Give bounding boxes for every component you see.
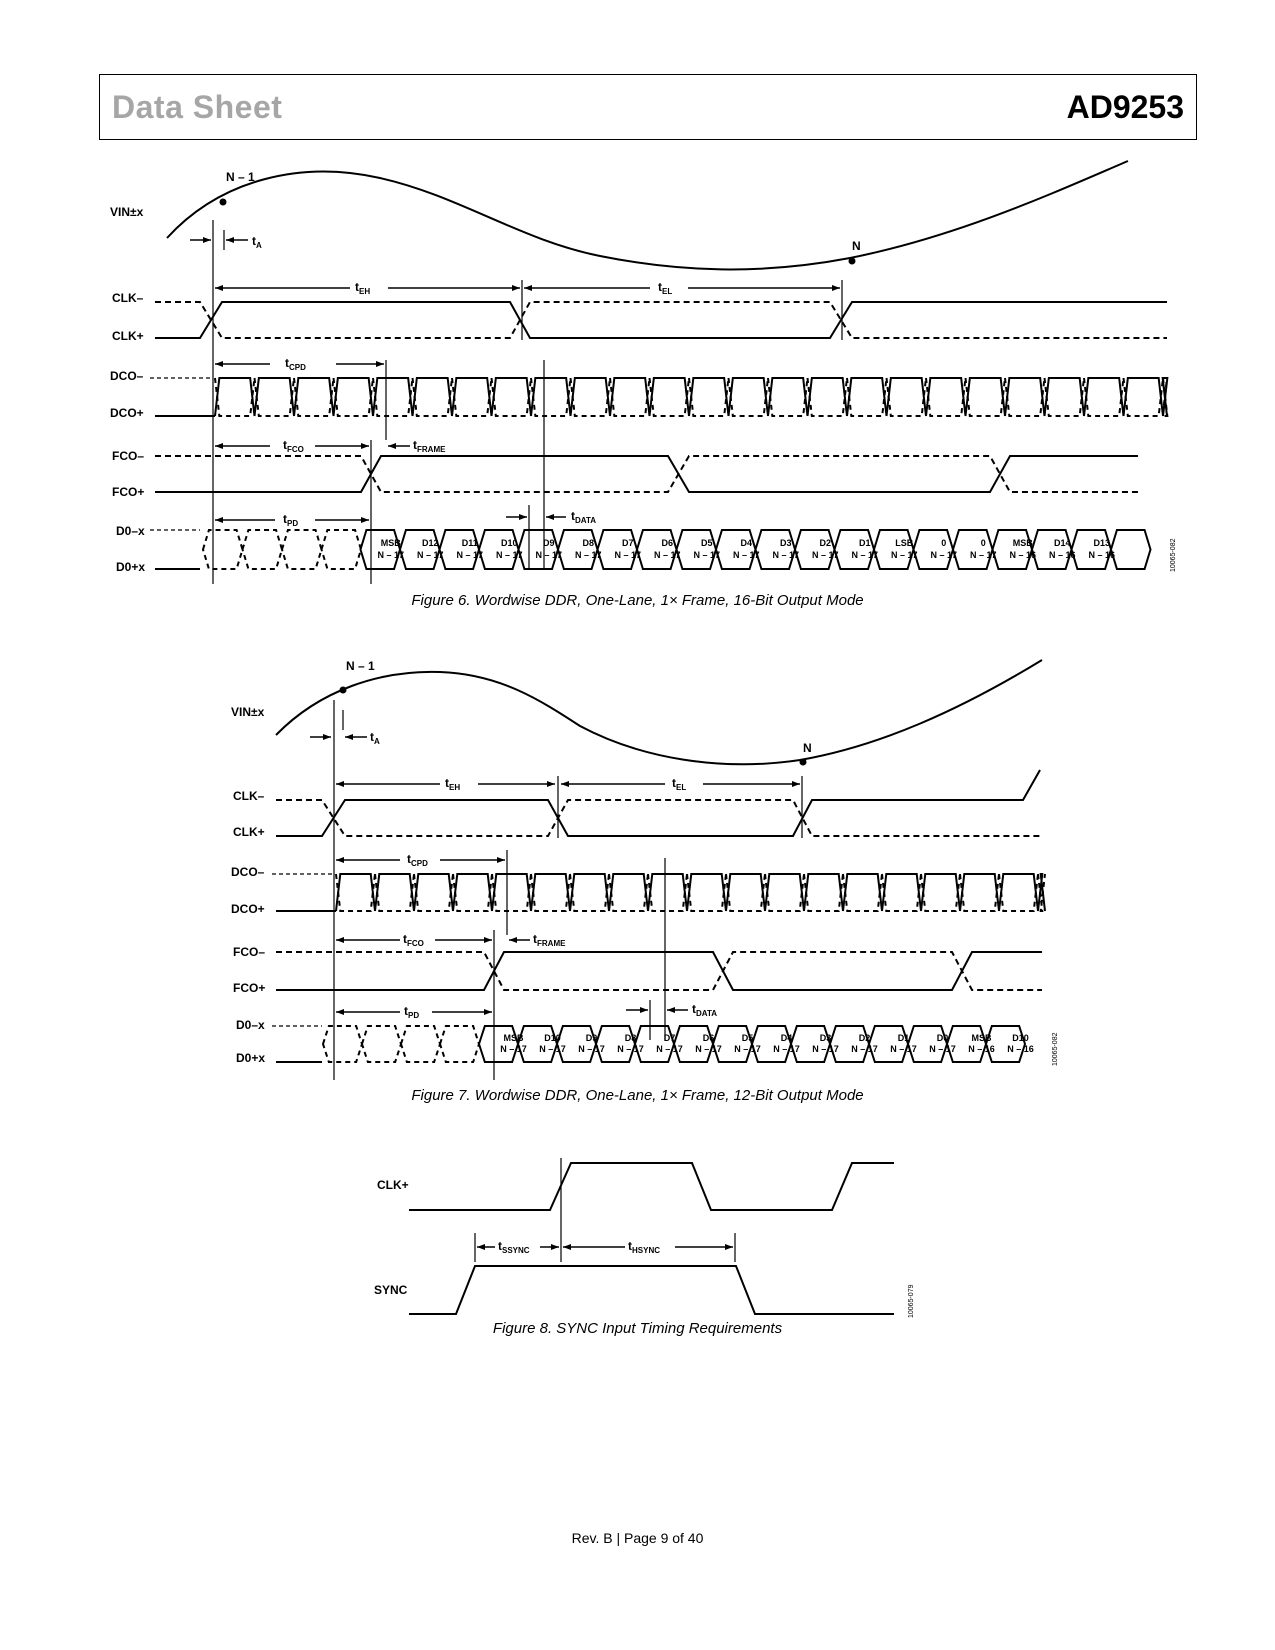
vin-label: VIN±x bbox=[231, 705, 265, 719]
data-cell-sample: N – 17 bbox=[377, 550, 405, 560]
data-cell-bit: MSB bbox=[503, 1033, 524, 1043]
dco-minus-label: DCO– bbox=[231, 865, 265, 879]
data-cell-sample: N – 17 bbox=[495, 550, 523, 560]
data-cell-sample: N – 17 bbox=[693, 550, 721, 560]
t-ssync-label: SSYNC bbox=[502, 1246, 530, 1255]
data-cell-sample: N – 17 bbox=[851, 550, 879, 560]
t-a-label: A bbox=[374, 737, 380, 746]
header-section-title: Data Sheet bbox=[112, 89, 283, 125]
data-cell-sample: N – 17 bbox=[851, 1044, 878, 1054]
sample-n-label: N bbox=[803, 741, 812, 755]
data-eye-cell bbox=[322, 530, 362, 569]
t-pd-label: PD bbox=[287, 519, 299, 528]
data-cell-bit: D9 bbox=[585, 1033, 598, 1043]
d0-minus-label: D0–x bbox=[116, 524, 145, 538]
clk-plus-waveform bbox=[155, 302, 1167, 338]
svg-text:tEH: $t_{EH}$ bbox=[355, 280, 371, 296]
figure-8-caption: Figure 8. SYNC Input Timing Requirements bbox=[492, 1320, 783, 1337]
data-cell-bit: D3 bbox=[779, 538, 792, 548]
data-eye-cell bbox=[282, 530, 322, 569]
sync-waveform bbox=[409, 1266, 894, 1314]
fco-minus-label: FCO– bbox=[233, 945, 266, 959]
data-cell-sample: N – 17 bbox=[890, 550, 918, 560]
data-cell-sample: N – 17 bbox=[773, 1044, 800, 1054]
fco-plus-waveform bbox=[155, 456, 1138, 492]
figure-7-code: 10065-082 bbox=[1052, 1032, 1059, 1066]
data-cell-bit: D9 bbox=[542, 538, 555, 548]
sample-n-label: N bbox=[852, 239, 861, 253]
data-cell-sample: N – 17 bbox=[732, 550, 760, 560]
vin-waveform bbox=[167, 161, 1128, 269]
sample-n-minus-1-label: N – 1 bbox=[226, 170, 255, 184]
t-el-label: EL bbox=[662, 287, 673, 296]
data-cell-bit: MSB bbox=[971, 1033, 992, 1043]
data-cell-bit: D1 bbox=[897, 1033, 910, 1043]
data-cell-bit: D13 bbox=[1093, 538, 1111, 548]
data-cell-bit: D4 bbox=[740, 538, 753, 548]
data-cell-bit: D3 bbox=[819, 1033, 832, 1043]
sample-n-minus-1-label: N – 1 bbox=[346, 659, 375, 673]
svg-text:tEH: $t_{EH}$ bbox=[445, 776, 461, 792]
dco-plus-label: DCO+ bbox=[110, 406, 144, 420]
fco-minus-label: FCO– bbox=[112, 449, 145, 463]
data-cell-sample: N – 17 bbox=[772, 550, 800, 560]
data-eye-cell bbox=[401, 1026, 440, 1062]
svg-text:tA: $t_A$ bbox=[252, 234, 262, 250]
data-cell-bit: D5 bbox=[741, 1033, 754, 1043]
data-cell-bit: D10 bbox=[544, 1033, 561, 1043]
d0-plus-label: D0+x bbox=[116, 560, 146, 574]
data-cell-bit: 0 bbox=[941, 538, 947, 548]
data-cell-sample: N – 17 bbox=[617, 1044, 644, 1054]
t-a-label: t bbox=[252, 234, 256, 248]
dco-plus-label: DCO+ bbox=[231, 902, 265, 916]
data-cell-bit: D7 bbox=[621, 538, 634, 548]
data-cell-bit: D2 bbox=[858, 1033, 871, 1043]
data-cell-bit: D5 bbox=[700, 538, 713, 548]
t-frame-label: FRAME bbox=[417, 445, 446, 454]
data-cell-sample: N – 17 bbox=[500, 1044, 527, 1054]
data-cell-sample: N – 17 bbox=[734, 1044, 761, 1054]
data-cell-bit: D10 bbox=[1012, 1033, 1029, 1043]
data-cell-bit: D1 bbox=[858, 538, 871, 548]
data-cell-sample: N – 17 bbox=[578, 1044, 605, 1054]
fco-plus-label: FCO+ bbox=[112, 485, 145, 499]
data-cell-sample: N – 16 bbox=[1088, 550, 1116, 560]
vin-label: VIN±x bbox=[110, 205, 144, 219]
t-data-label: DATA bbox=[696, 1009, 718, 1018]
data-cell-sample: N – 17 bbox=[456, 550, 484, 560]
data-cell-bit: D8 bbox=[582, 538, 595, 548]
figure-8-timing-diagram bbox=[0, 1150, 1275, 1325]
figure-6-code: 10065-082 bbox=[1170, 538, 1177, 572]
fco-minus-waveform bbox=[276, 952, 1042, 990]
svg-text:tPD: $t_{PD}$ bbox=[283, 512, 299, 528]
data-cell-sample: N – 17 bbox=[574, 550, 602, 560]
figure-7-timing-diagram bbox=[0, 650, 1275, 1070]
data-cell-bit: D14 bbox=[1053, 538, 1071, 548]
t-fco-label: FCO bbox=[407, 939, 424, 948]
t-frame-label: FRAME bbox=[537, 939, 566, 948]
data-cell-sample: N – 16 bbox=[1009, 550, 1037, 560]
data-cell-sample: N – 17 bbox=[812, 1044, 839, 1054]
data-cell-bit: D8 bbox=[624, 1033, 637, 1043]
data-cell-bit: D11 bbox=[461, 538, 478, 548]
t-data-label: DATA bbox=[575, 516, 597, 525]
fco-plus-waveform bbox=[276, 952, 1042, 990]
data-cell-sample: N – 16 bbox=[1048, 550, 1076, 560]
svg-text:tCPD: $t_{CPD}$ bbox=[285, 356, 306, 372]
figure-6-caption: Figure 6. Wordwise DDR, One-Lane, 1× Frame, 16-Bit Output Mode bbox=[411, 592, 864, 609]
svg-text:tEL: $t_{EL}$ bbox=[672, 776, 687, 792]
data-cell-bit: D6 bbox=[702, 1033, 715, 1043]
svg-text:tEL: $t_{EL}$ bbox=[658, 280, 673, 296]
svg-text:tCPD: $t_{CPD}$ bbox=[407, 852, 428, 868]
vin-waveform bbox=[276, 660, 1042, 764]
svg-text:tFRAME: $t_{FRAME}$ bbox=[533, 932, 566, 948]
clk-minus-label: CLK– bbox=[233, 789, 265, 803]
svg-text:tPD: $t_{PD}$ bbox=[404, 1004, 420, 1020]
clk-plus-waveform bbox=[409, 1163, 894, 1210]
data-cell-bit: MSB bbox=[380, 538, 401, 548]
data-cell-sample: N – 17 bbox=[811, 550, 839, 560]
clk-minus-waveform bbox=[276, 800, 1040, 836]
data-cell-sample: N – 17 bbox=[695, 1044, 722, 1054]
data-eye-cell bbox=[362, 1026, 401, 1062]
data-cell-sample: N – 16 bbox=[1007, 1044, 1034, 1054]
t-hsync-label: HSYNC bbox=[632, 1246, 661, 1255]
t-pd-label: PD bbox=[408, 1011, 420, 1020]
t-fco-label: FCO bbox=[287, 445, 304, 454]
page-header bbox=[99, 74, 1197, 140]
svg-text:tFRAME: $t_{FRAME}$ bbox=[413, 438, 446, 454]
clk-plus-waveform bbox=[276, 770, 1040, 836]
data-cell-sample: N – 17 bbox=[614, 550, 642, 560]
data-eye-cell bbox=[203, 530, 243, 569]
svg-text:tSSYNC: $t_{SSYNC}$ bbox=[498, 1239, 530, 1255]
fco-plus-label: FCO+ bbox=[233, 981, 266, 995]
d0-minus-label: D0–x bbox=[236, 1018, 265, 1032]
data-cell-sample: N – 17 bbox=[653, 550, 681, 560]
data-cell-sample: N – 17 bbox=[539, 1044, 566, 1054]
clk-minus-label: CLK– bbox=[112, 291, 144, 305]
differential-dashed-trace bbox=[215, 378, 1167, 416]
dco-minus-label: DCO– bbox=[110, 369, 144, 383]
data-cell-bit: D7 bbox=[663, 1033, 676, 1043]
svg-text:tFCO: $t_{FCO}$ bbox=[283, 438, 304, 454]
svg-text:tDATA: $t_{DATA}$ bbox=[571, 509, 597, 525]
fco-minus-waveform bbox=[155, 456, 1138, 492]
t-cpd-label: CPD bbox=[411, 859, 428, 868]
svg-text:tHSYNC: $t_{HSYNC}$ bbox=[628, 1239, 661, 1255]
clk-minus-waveform bbox=[155, 302, 1167, 338]
data-cell-bit: 0 bbox=[980, 538, 986, 548]
data-eye-cell bbox=[323, 1026, 362, 1062]
clk-plus-label: CLK+ bbox=[377, 1178, 409, 1192]
header-part-number: AD9253 bbox=[1066, 89, 1184, 125]
figure-8-code: 10065-079 bbox=[908, 1284, 915, 1318]
clk-plus-label: CLK+ bbox=[233, 825, 265, 839]
data-cell-bit: D12 bbox=[421, 538, 439, 548]
t-eh-label: EH bbox=[359, 287, 371, 296]
sync-label: SYNC bbox=[374, 1283, 408, 1297]
data-cell-sample: N – 17 bbox=[656, 1044, 683, 1054]
data-cell-bit: D0 bbox=[936, 1033, 949, 1043]
data-eye-cell bbox=[1111, 530, 1151, 569]
figure-7-caption: Figure 7. Wordwise DDR, One-Lane, 1× Frame, 12-Bit Output Mode bbox=[411, 1087, 864, 1104]
t-cpd-label: CPD bbox=[289, 363, 306, 372]
data-cell-sample: N – 17 bbox=[890, 1044, 917, 1054]
data-eye-cell bbox=[440, 1026, 479, 1062]
clk-plus-label: CLK+ bbox=[112, 329, 144, 343]
data-cell-bit: LSB bbox=[895, 538, 914, 548]
data-cell-bit: D4 bbox=[780, 1033, 793, 1043]
data-cell-sample: N – 17 bbox=[535, 550, 563, 560]
data-cell-bit: D2 bbox=[819, 538, 832, 548]
data-cell-sample: N – 16 bbox=[968, 1044, 995, 1054]
data-cell-sample: N – 17 bbox=[930, 550, 958, 560]
svg-text:tDATA: $t_{DATA}$ bbox=[692, 1002, 718, 1018]
t-el-label: EL bbox=[676, 783, 687, 792]
data-cell-sample: N – 17 bbox=[969, 550, 997, 560]
data-eye-cell bbox=[243, 530, 283, 569]
page-footer: Rev. B | Page 9 of 40 bbox=[571, 1530, 704, 1546]
data-cell-bit: MSB bbox=[1012, 538, 1033, 548]
svg-text:tA: $t_A$ bbox=[370, 730, 380, 746]
data-cell-bit: D6 bbox=[661, 538, 674, 548]
figure-6-timing-diagram bbox=[0, 150, 1275, 590]
svg-text:tFCO: $t_{FCO}$ bbox=[403, 932, 424, 948]
data-cell-bit: D10 bbox=[500, 538, 518, 548]
d0-plus-label: D0+x bbox=[236, 1051, 266, 1065]
data-cell-sample: N – 17 bbox=[929, 1044, 956, 1054]
t-eh-label: EH bbox=[449, 783, 461, 792]
data-cell-sample: N – 17 bbox=[416, 550, 444, 560]
